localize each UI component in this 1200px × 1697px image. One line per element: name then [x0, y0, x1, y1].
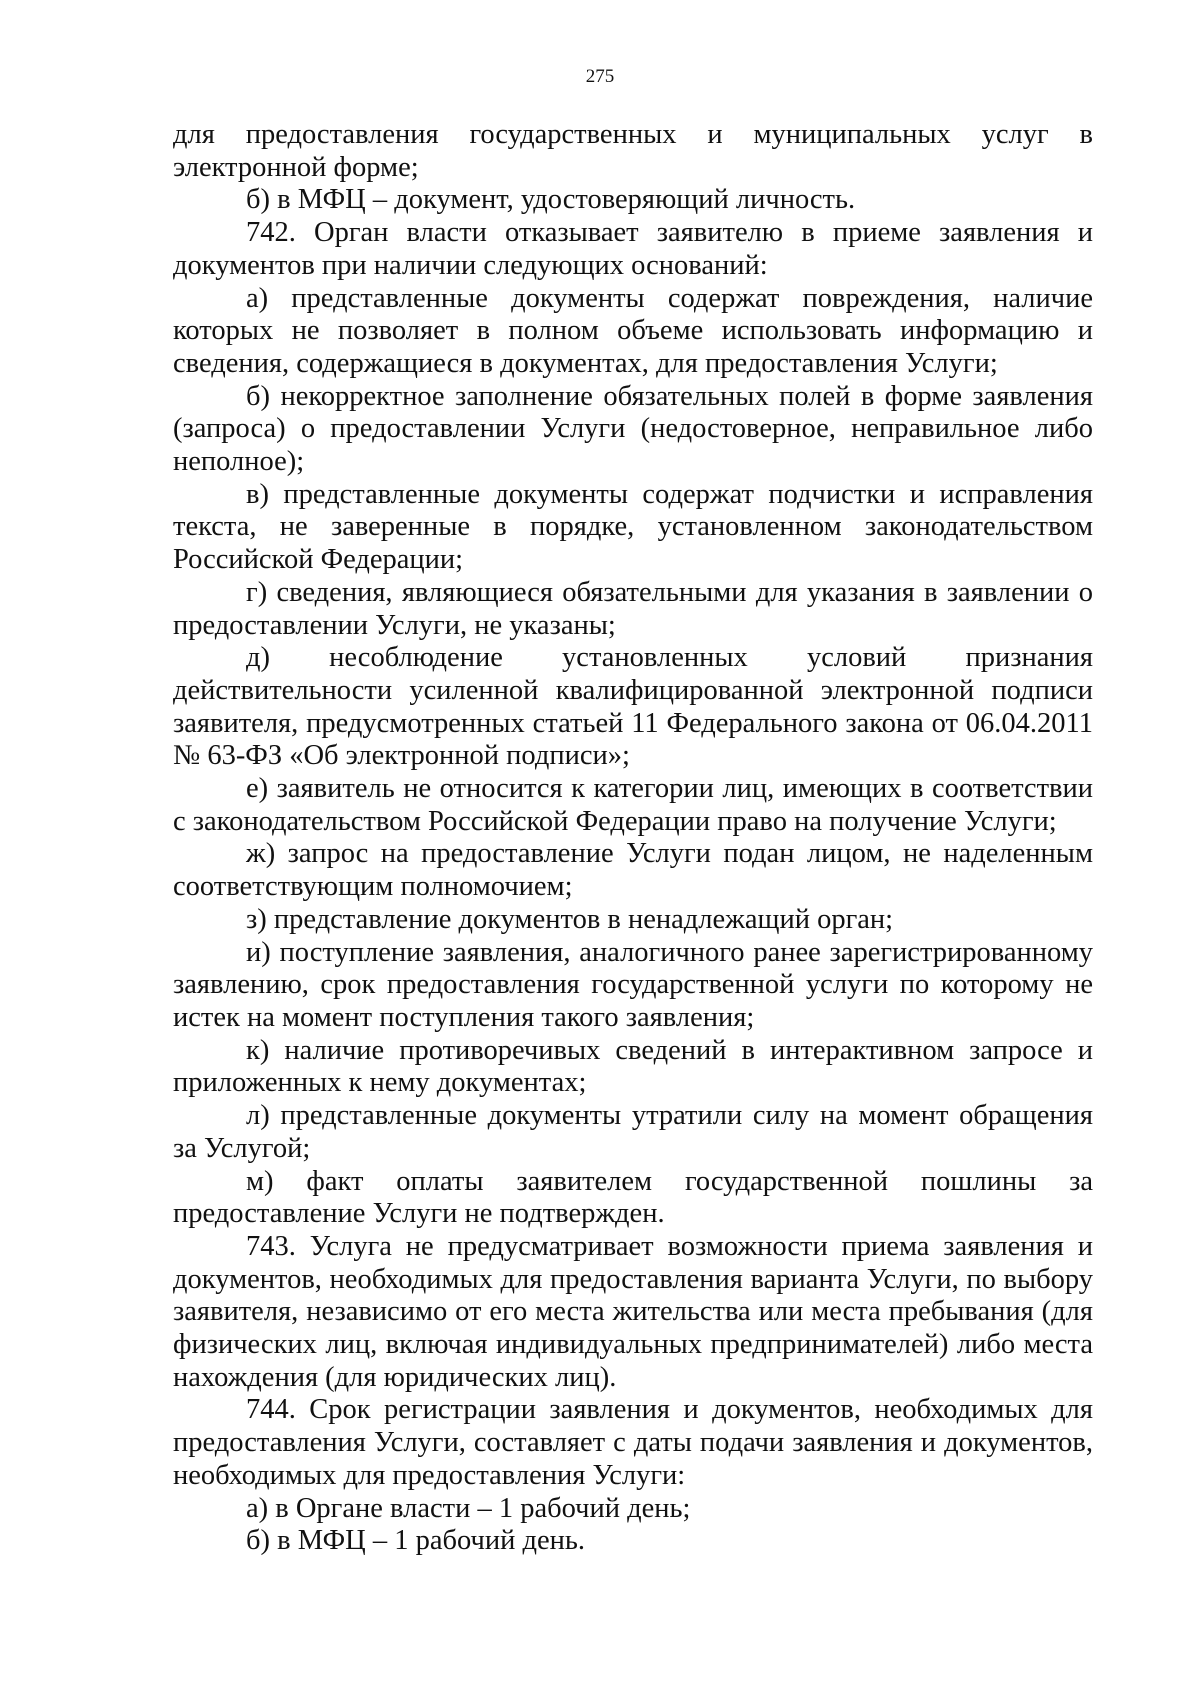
paragraph-item: з) представление документов в ненадлежащий орган;	[246, 903, 894, 935]
page-number: 275	[585, 66, 615, 87]
paragraph-item: м) факт оплаты заявителем государственной пошлины за предоставление Услуги не подтвержден.	[173, 1165, 1093, 1230]
paragraph-clause-742: 742. Орган власти отказывает заявителю в приеме заявления и документов при наличии следующих оснований:	[173, 217, 1093, 281]
paragraph-item: а) в Органе власти – 1 рабочий день;	[246, 1492, 691, 1524]
paragraph-item: ж) запрос на предоставление Услуги подан лицом, не наделенным соответствующим полномочием;	[173, 838, 1093, 903]
paragraph-item: б) в МФЦ – документ, удостоверяющий личность.	[246, 184, 856, 216]
paragraph-item: б) некорректное заполнение обязательных полей в форме заявления (запроса) о предоставлении Услуги (недостоверное, неправильное либо неполное);	[173, 380, 1093, 478]
paragraph-item: л) представленные документы утратили силу на момент обращения за Услугой;	[173, 1100, 1093, 1164]
paragraph-continuation: для предоставления государственных и муниципальных услуг в электронной форме;	[173, 119, 1093, 183]
body-text	[173, 119, 1093, 1558]
paragraph-item: к) наличие противоречивых сведений в интерактивном запросе и приложенных к нему документах;	[173, 1034, 1093, 1099]
paragraph-item: г) сведения, являющиеся обязательными для указания в заявлении о предоставлении Услуги, не указаны;	[173, 576, 1093, 641]
paragraph-item: д) несоблюдение установленных условий признания действительности усиленной квалифицированной электронной подписи заявителя, предусмотренных статьей 11 Федерального закона от 06.04.2011 № 63-ФЗ «Об электронной подписи»;	[173, 642, 1093, 772]
paragraph-item: б) в МФЦ – 1 рабочий день.	[246, 1525, 586, 1557]
paragraph-clause-743: 743. Услуга не предусматривает возможности приема заявления и документов, необходимых для предоставления варианта Услуги, по выбору заявителя, независимо от его места жительства или места пребывания (для физических лиц, включая индивидуальных предпринимателей) либо места нахождения (для юридических лиц).	[173, 1230, 1093, 1393]
paragraph-item: и) поступление заявления, аналогичного ранее зарегистрированному заявлению, срок предоставления государственной услуги по которому не истек на момент поступления такого заявления;	[173, 936, 1093, 1033]
paragraph-item: а) представленные документы содержат повреждения, наличие которых не позволяет в полном объеме использовать информацию и сведения, содержащиеся в документах, для предоставления Услуги;	[173, 282, 1093, 379]
paragraph-item: е) заявитель не относится к категории лиц, имеющих в соответствии с законодательством Российской Федерации право на получение Услуги;	[173, 773, 1093, 837]
paragraph-item: в) представленные документы содержат подчистки и исправления текста, не заверенные в порядке, установленном законодательством Российской Федерации;	[173, 478, 1093, 576]
paragraph-clause-744: 744. Срок регистрации заявления и документов, необходимых для предоставления Услуги, составляет с даты подачи заявления и документов, необходимых для предоставления Услуги:	[173, 1394, 1093, 1491]
